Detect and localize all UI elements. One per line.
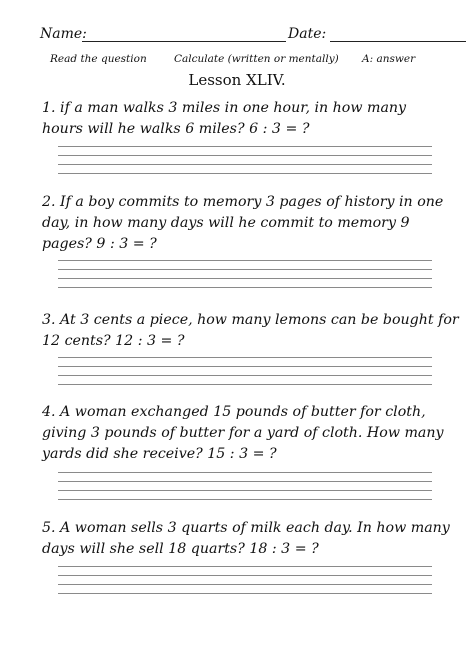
question-line: 2. If a boy commits to memory 3 pages of history in one xyxy=(42,194,444,210)
answer-rule xyxy=(58,146,432,147)
answer-rule xyxy=(58,278,432,279)
question-line: 5. A woman sells 3 quarts of milk each day. In how many xyxy=(42,520,450,536)
answer-rule xyxy=(58,155,432,156)
question-text xyxy=(42,402,444,465)
answer-rule xyxy=(58,481,432,482)
answer-rule xyxy=(58,366,432,367)
question-line: 3. At 3 cents a piece, how many lemons can be bought for xyxy=(42,312,459,328)
answer-rule xyxy=(58,287,432,288)
question-line: giving 3 pounds of butter for a yard of cloth. How many xyxy=(42,425,444,441)
name-label: Name: xyxy=(40,26,87,42)
question-4 xyxy=(42,402,444,465)
instruction-answer: A: answer xyxy=(362,53,416,65)
answer-rule xyxy=(58,472,432,473)
question-2 xyxy=(42,192,444,255)
answer-rule xyxy=(58,575,432,576)
answer-rule xyxy=(58,269,432,270)
answer-rule xyxy=(58,375,432,376)
answer-rule xyxy=(58,260,432,261)
header xyxy=(40,26,430,46)
question-line: yards did she receive? 15 : 3 = ? xyxy=(42,446,277,462)
question-text xyxy=(42,192,444,255)
question-text xyxy=(42,98,436,140)
question-3 xyxy=(42,310,459,352)
question-line: pages? 9 : 3 = ? xyxy=(42,236,157,252)
answer-rule xyxy=(58,584,432,585)
answer-rule xyxy=(58,384,432,385)
question-line: day, in how many days will he commit to memory 9 xyxy=(42,215,410,231)
instruction-read: Read the question xyxy=(50,53,147,65)
instructions xyxy=(50,52,430,66)
answer-rule xyxy=(58,593,432,594)
date-field-line[interactable] xyxy=(330,41,466,42)
question-1 xyxy=(42,98,436,140)
answer-rule xyxy=(58,357,432,358)
question-line: 4. A woman exchanged 15 pounds of butter for cloth, xyxy=(42,404,426,420)
question-line: hours will he walks 6 miles? 6 : 3 = ? xyxy=(42,121,310,137)
question-text xyxy=(42,310,459,352)
question-line: 1. if a man walks 3 miles in one hour, in how many xyxy=(42,100,407,116)
instruction-calculate: Calculate (written or mentally) xyxy=(174,53,339,65)
question-5 xyxy=(42,518,450,560)
lesson-title: Lesson XLIV. xyxy=(188,71,286,89)
answer-rule xyxy=(58,499,432,500)
answer-rule xyxy=(58,173,432,174)
question-text xyxy=(42,518,450,560)
answer-rule xyxy=(58,490,432,491)
answer-rule xyxy=(58,566,432,567)
question-line: 12 cents? 12 : 3 = ? xyxy=(42,333,185,349)
date-label: Date: xyxy=(288,26,327,42)
question-line: days will she sell 18 quarts? 18 : 3 = ? xyxy=(42,541,319,557)
answer-rule xyxy=(58,164,432,165)
name-field-line[interactable] xyxy=(82,41,286,42)
